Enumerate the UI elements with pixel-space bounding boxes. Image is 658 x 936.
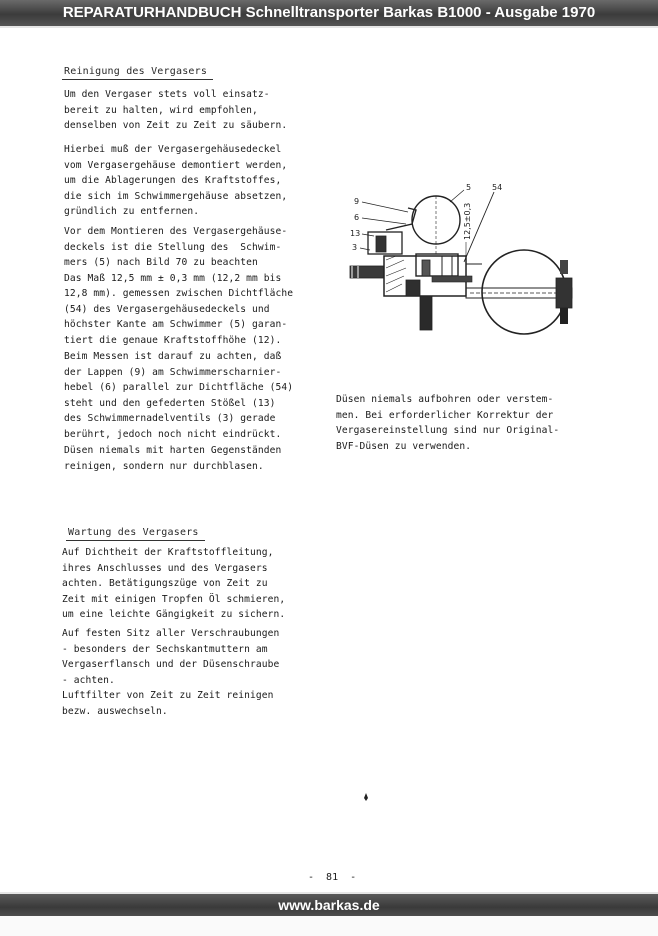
heading-underline: [62, 79, 213, 80]
page-bottom-margin: [0, 916, 658, 936]
carburetor-float-diagram: [346, 180, 596, 340]
footer-bar: [0, 892, 658, 916]
callout-5: 5: [466, 183, 472, 192]
callout-54: 54: [492, 183, 503, 192]
paragraph-cleaning-removal: Hierbei muß der Vergasergehäusedeckel vom Vergasergehäuse demontiert werden, um die Ablagerungen des Kraftstoffes, die sich im Schwimmergehäuse absetzen, gründlich zu entfernen.: [64, 144, 288, 217]
callout-13: 13: [350, 229, 361, 238]
callout-6: 6: [354, 213, 360, 222]
header-bar: [0, 0, 658, 28]
paragraph-float-setting: Vor dem Montieren des Vergasergehäuse- deckels ist die Stellung des Schwim- mers (5) nach Bild 70 zu beachten Das Maß 12,5 mm ± 0,3 mm (12,2 mm bis 12,8 mm). gemessen zwischen Dichtfläche (54) des Vergasergehäusedeckels und höchster Kante am Schwimmer (5) garan- tiert die genaue Kraftstoffhöhe (12).: [64, 226, 294, 346]
page-number: - 81 -: [308, 872, 357, 883]
callout-3: 3: [352, 243, 358, 252]
dimension-label: 12,5±0,3: [463, 202, 472, 240]
section-heading-maintenance: [68, 527, 199, 538]
section-heading-cleaning-text: Reinigung des Vergasers: [64, 66, 208, 77]
section-heading-cleaning: [64, 66, 207, 77]
section-heading-maintenance-text: Wartung des Vergasers: [68, 527, 199, 538]
paragraph-fuel-line: Auf Dichtheit der Kraftstoffleitung, ihres Anschlusses und des Vergasers achten. Betätigungszüge von Zeit zu Zeit mit einigen Tropfen Öl schmieren, um eine leichte Gängigkeit zu sichern.: [62, 547, 286, 620]
paragraph-cleaning-intro: Um den Vergaser stets voll einsatz- bereit zu halten, wird empfohlen, denselben von Zeit zu Zeit zu säubern.: [64, 89, 288, 131]
heading-underline: [66, 540, 205, 541]
paragraph-jet-warning: Düsen niemals aufbohren oder verstem- men. Bei erforderlicher Korrektur der Vergasereinstellung sind nur Original- BVF-Düsen zu verwenden.: [336, 394, 560, 452]
callout-9: 9: [354, 197, 360, 206]
footer-url[interactable]: www.barkas.de: [278, 897, 380, 913]
header-title: REPARATURHANDBUCH Schnelltransporter Barkas B1000 - Ausgabe 1970: [62, 4, 596, 21]
paragraph-jet-cleaning: Düsen niemals mit harten Gegenständen reinigen, sondern nur durchblasen.: [64, 445, 282, 472]
paragraph-measuring: Beim Messen ist darauf zu achten, daß der Lappen (9) am Schwimmerscharnier- hebel (6) parallel zur Dichtfläche (54) steht und den gefederten Stößel (13) des Schwimmernadelventils (3) gerade berührt, jedoch noch nicht eindrückt.: [64, 351, 294, 440]
paragraph-fasteners: Auf festen Sitz aller Verschraubungen - besonders der Sechskantmuttern am Vergaserflansch und der Düsenschraube - achten. Luftfilter von Zeit zu Zeit reinigen bezw. auswechseln.: [62, 628, 280, 717]
scan-speck-mark: [364, 793, 368, 801]
